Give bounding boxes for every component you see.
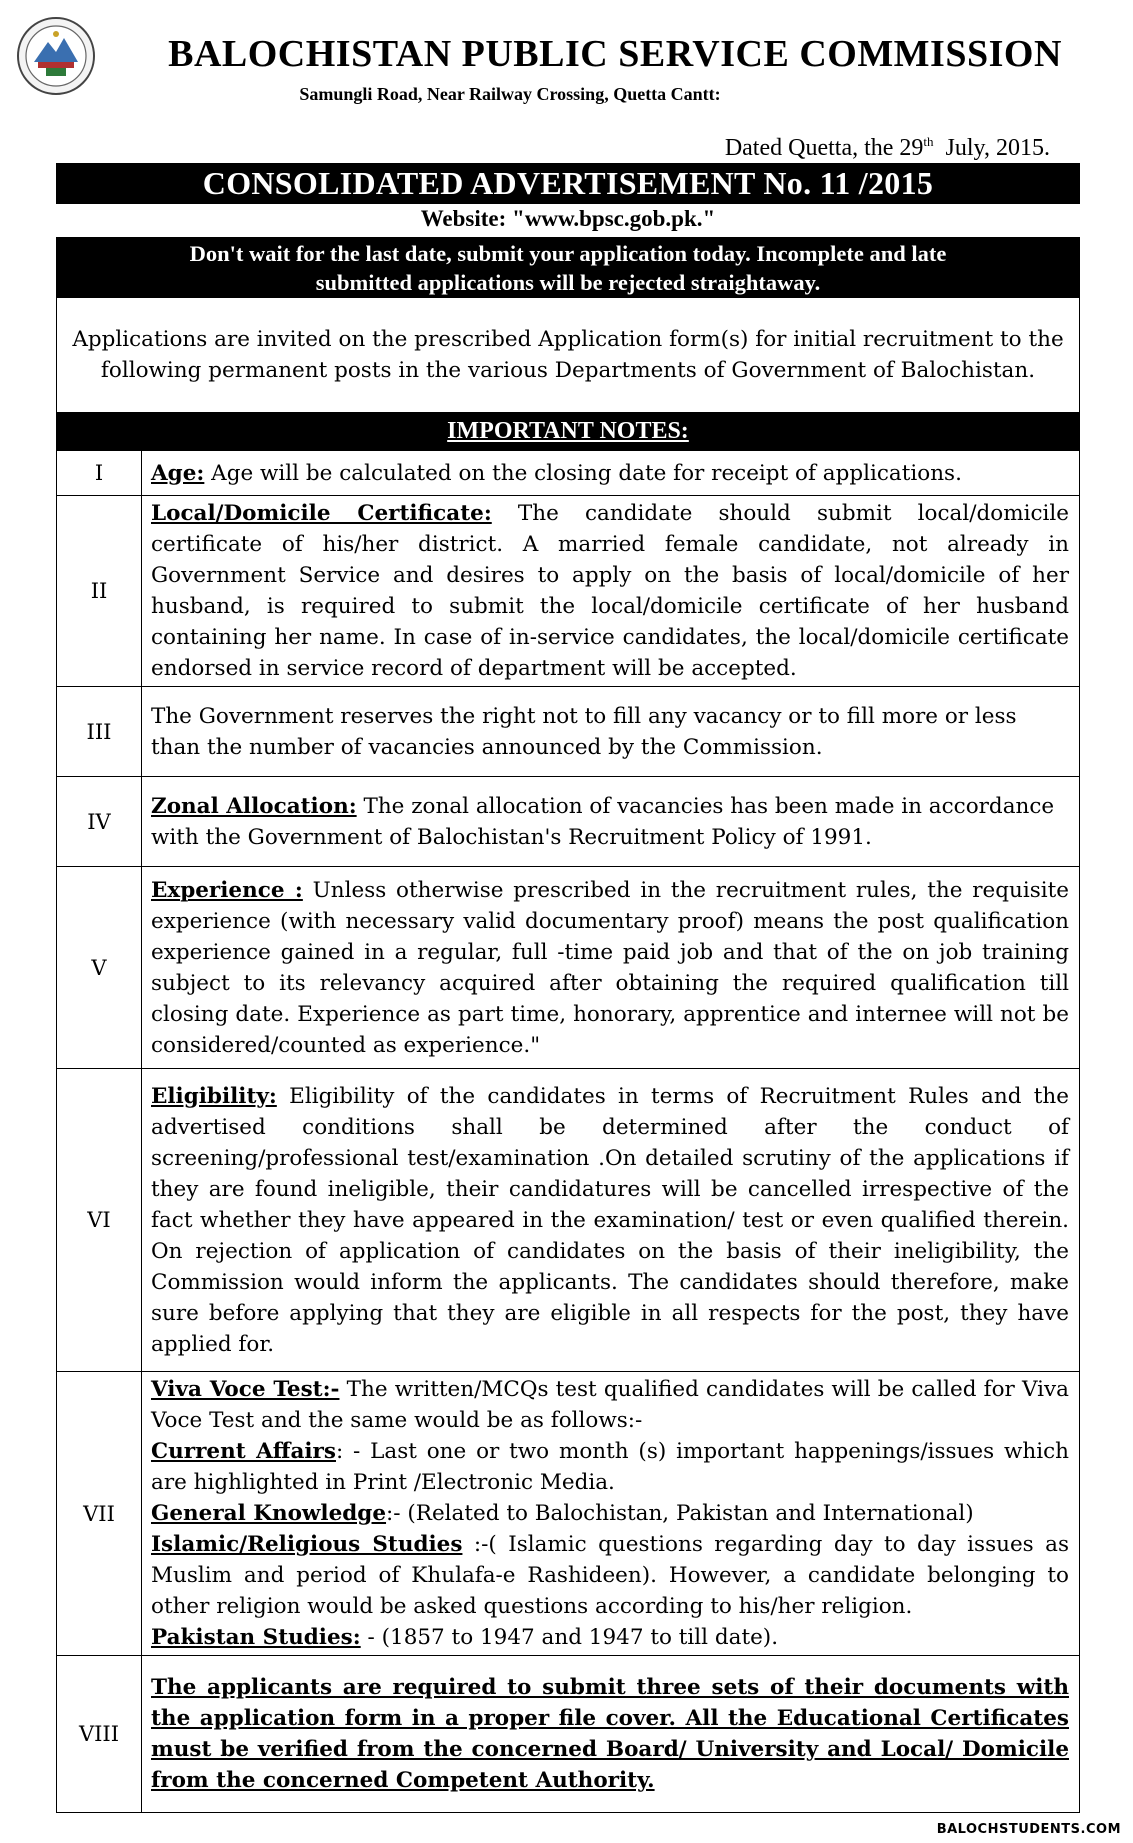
note-text: Age: Age will be calculated on the closing date for receipt of applications. <box>142 451 1080 496</box>
note-row <box>57 1656 1080 1813</box>
organization-address: Samungli Road, Near Railway Crossing, Quetta Cantt: <box>299 84 721 104</box>
note-number: VIII <box>57 1656 142 1813</box>
notes-heading: IMPORTANT NOTES: <box>56 412 1080 450</box>
note-row <box>57 1069 1080 1372</box>
note-row <box>57 1372 1080 1656</box>
website-line: Website: "www.bpsc.gob.pk." <box>420 206 716 231</box>
note-text: Local/Domicile Certificate: The candidate should submit local/domicile certificate of his/her district. A married female candidate, not already in Government Service and desires to apply on the basis of local/domicile of her husband, is required to submit the local/domicile certificate of her husband containing her name. In case of in-service candidates, the local/domicile certificate endorsed in service record of department will be accepted. <box>142 496 1080 687</box>
note-number: IV <box>57 777 142 867</box>
note-text: The Government reserves the right not to fill any vacancy or to fill more or less than the number of vacancies announced by the Commission. <box>142 687 1080 777</box>
note-text <box>142 1372 1080 1656</box>
islamic-studies-item: Islamic/Religious Studies :-( Islamic questions regarding day to day issues as Muslim and period of Khulafa-e Rashideen). However, a candidate belonging to other religion would be asked questions according to his/her religion. <box>151 1532 1069 1619</box>
advertisement-title: CONSOLIDATED ADVERTISEMENT No. 11 /2015 <box>56 163 1080 204</box>
pakistan-studies-item: Pakistan Studies: - (1857 to 1947 and 1947 to till date). <box>151 1625 779 1650</box>
note-number: III <box>57 687 142 777</box>
note-row <box>57 777 1080 867</box>
note-text: The applicants are required to submit three sets of their documents with the application form in a proper file cover. All the Educational Certificates must be verified from the concerned Board/ University and Local/ Domicile from the concerned Competent Authority. <box>142 1656 1080 1813</box>
note-number: VII <box>57 1372 142 1656</box>
organization-name: BALOCHISTAN PUBLIC SERVICE COMMISSION <box>168 33 1062 75</box>
note-number: II <box>57 496 142 687</box>
bpsc-emblem-icon <box>16 16 96 96</box>
issue-date: Dated Quetta, the 29th July, 2015. <box>724 134 1050 161</box>
important-notes-table <box>56 450 1080 1813</box>
note-number: V <box>57 867 142 1069</box>
note-row <box>57 687 1080 777</box>
note-text: Zonal Allocation: The zonal allocation of vacancies has been made in accordance with the Government of Balochistan's Recruitment Policy of 1991. <box>142 777 1080 867</box>
note-row <box>57 867 1080 1069</box>
note-number: I <box>57 451 142 496</box>
current-affairs-item: Current Affairs: - Last one or two month (s) important happenings/issues which are highlighted in Print /Electronic Media. <box>151 1439 1069 1495</box>
note-row <box>57 451 1080 496</box>
warning-banner <box>56 237 1080 298</box>
intro-box <box>56 298 1080 412</box>
note-text: Eligibility: Eligibility of the candidates in terms of Recruitment Rules and the advertised conditions shall be determined after the conduct of screening/professional test/examination .On detailed scrutiny of the applications if they are found ineligible, their candidatures will be cancelled irrespective of the fact whether they have appeared in the examination/ test or even qualified therein. On rejection of application of candidates on the basis of their ineligibility, the Commission would inform the applicants. The candidates should therefore, make sure before applying that they are eligible in all respects for the post, they have applied for. <box>142 1069 1080 1372</box>
warning-line-2: submitted applications will be rejected straightaway. <box>315 270 821 295</box>
note-number: VI <box>57 1069 142 1372</box>
note-text: Experience : Unless otherwise prescribed in the recruitment rules, the requisite experience (with necessary valid documentary proof) means the post qualification experience gained in a regular, full -time paid job and that of the on job training subject to its relevancy acquired after obtaining the required qualification till closing date. Experience as part time, honorary, apprentice and internee will not be considered/counted as experience." <box>142 867 1080 1069</box>
watermark-text: BALOCHSTUDENTS.COM <box>936 1822 1121 1837</box>
general-knowledge-item: General Knowledge:- (Related to Balochistan, Pakistan and International) <box>151 1501 974 1526</box>
note-row <box>57 496 1080 687</box>
warning-line-1: Don't wait for the last date, submit your application today. Incomplete and late <box>189 241 947 266</box>
intro-text: Applications are invited on the prescribed Application form(s) for initial recruitment to the following permanent posts in the various Departments of Government of Balochistan. <box>72 327 1064 383</box>
viva-voce-item: Viva Voce Test:- The written/MCQs test qualified candidates will be called for Viva Voce Test and the same would be as follows:- <box>151 1377 1069 1433</box>
